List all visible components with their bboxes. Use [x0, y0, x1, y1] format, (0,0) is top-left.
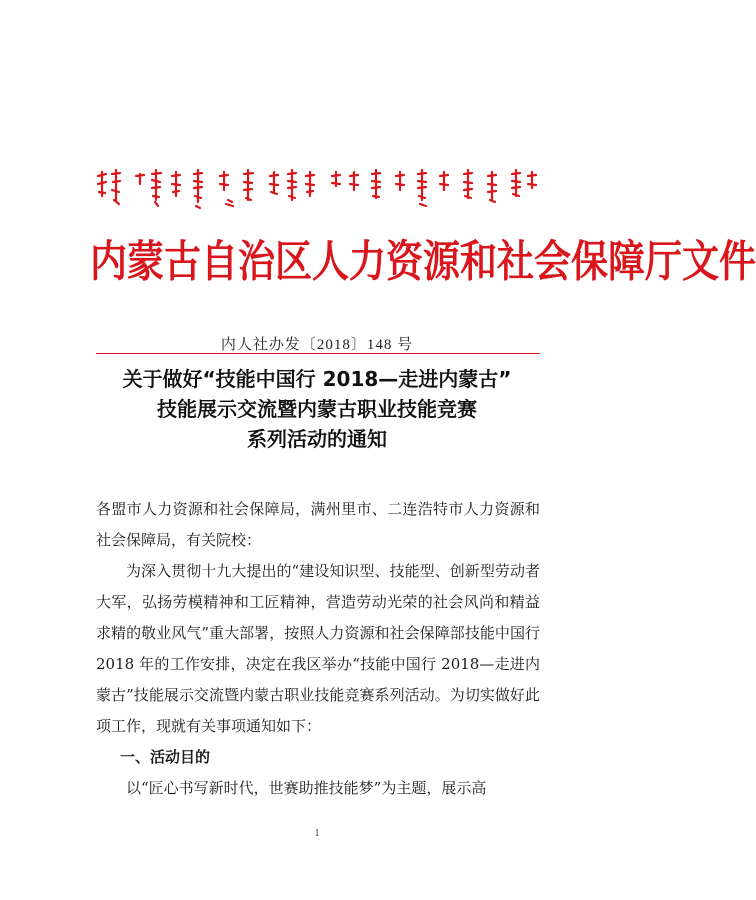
body-paragraph-1: 为深入贯彻十九大提出的“建设知识型、技能型、创新型劳动者大军，弘扬劳模精神和工匠精神，营造劳动光荣的社会风尚和精益求精的敬业风气”重大部署，按照人力资源和社会保障部技能中国行 2018 年的工作安排，决定在我区举办“技能中国行 2018—走进内蒙古”技能展示交流暨内蒙古职业技能竞赛系列活动。为切实做好此项工作，现就有关事项通知如下： — [96, 562, 540, 735]
notice-title-line-3: 系列活动的通知 — [247, 427, 387, 451]
notice-title-line-2: 技能展示交流暨内蒙古职业技能竞赛 — [157, 397, 477, 421]
notice-title — [0, 364, 634, 454]
document-number: 内人社办发〔2018〕148 号 — [220, 337, 414, 353]
page-number: 1 — [314, 828, 320, 839]
red-divider-line — [96, 353, 540, 354]
issuer-title: 内蒙古自治区人力资源和社会保障厅文件 — [90, 235, 756, 288]
body-paragraph-2: 以“匠心书写新时代，世赛助推技能梦”为主题，展示高 — [126, 779, 487, 797]
addressee-paragraph: 各盟市人力资源和社会保障局，满州里市、二连浩特市人力资源和社会保障局，有关院校： — [96, 500, 540, 549]
notice-title-line-1: 关于做好“技能中国行 2018—走进内蒙古” — [122, 367, 512, 391]
notice-body — [96, 494, 540, 804]
mongolian-script-header — [96, 166, 538, 214]
section-heading-1: 一、活动目的 — [120, 748, 211, 766]
